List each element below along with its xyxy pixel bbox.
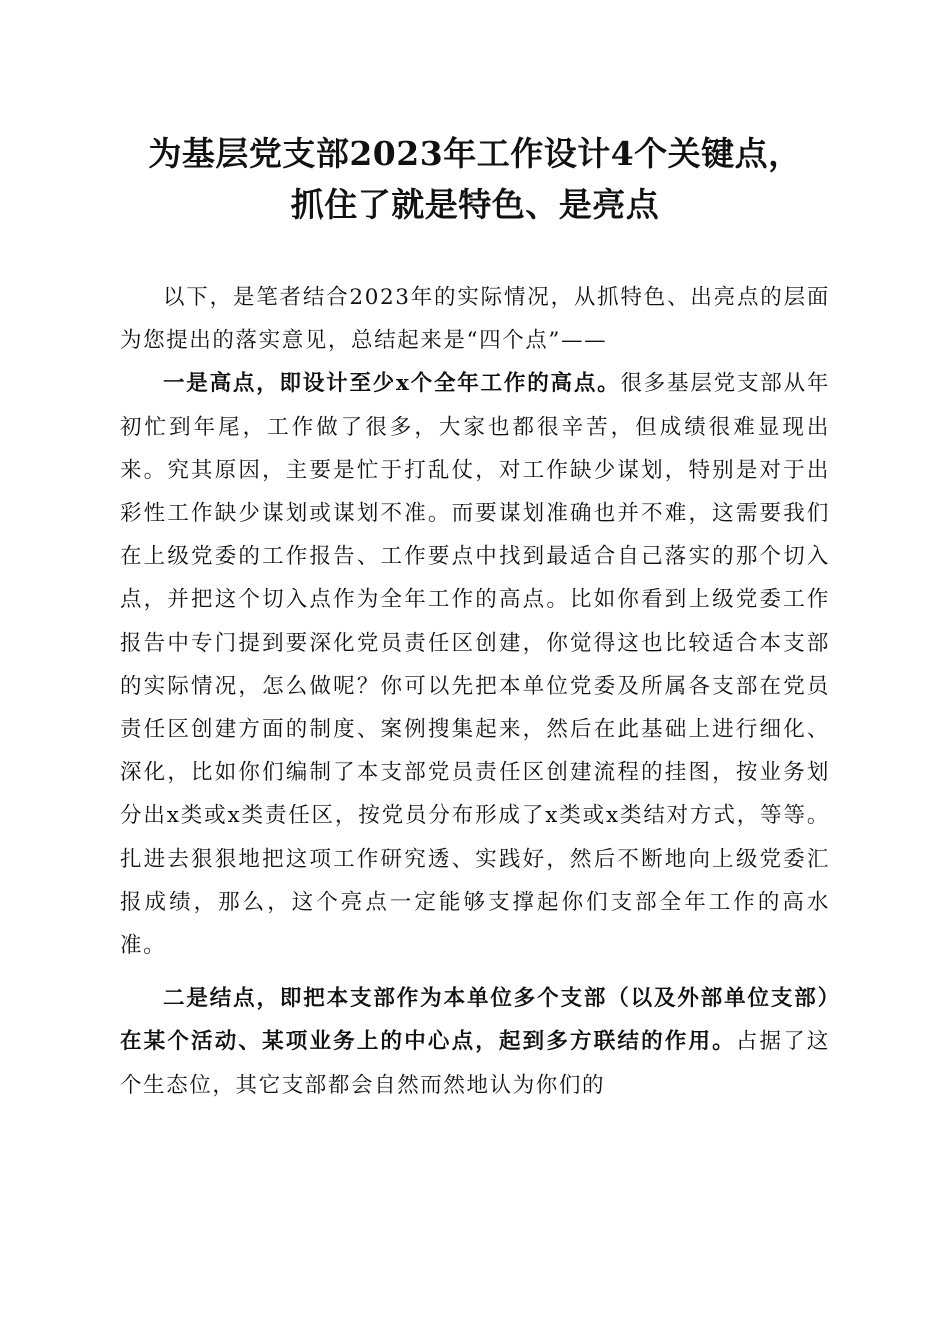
paragraph-high-point-text: 很多基层党支部从年初忙到年尾，工作做了很多，大家也都很辛苦，但成绩很难显现出来。究其原因，主要是忙于打乱仗，对工作缺少谋划，特别是对于出彩性工作缺少谋划或谋划不准。而要谋划准确也并不难，这需要我们在上级党委的工作报告、工作要点中找到最适合自己落实的那个切入点，并把这个切入点作为全年工作的高点。比如你看到上级党委工作报告中专门提到要深化党员责任区创建，你觉得这也比较适合本支部的实际情况，怎么做呢？你可以先把本单位党委及所属各支部在党员责任区创建方面的制度、案例搜集起来，然后在此基础上进行细化、深化，比如你们编制了本支部党员责任区创建流程的挂图，按业务划分出x类或x类责任区，按党员分布形成了x类或x类结对方式，等等。扎进去狠狠地把这项工作研究透、实践好，然后不断地向上级党委汇报成绩，那么，这个亮点一定能够支撑起你们支部全年工作的高水准。 [120,371,831,959]
paragraph-node-point-text: 占据了这个生态位，其它支部都会自然而然地认为你们的 [120,1029,831,1098]
paragraph-intro [120,276,830,362]
paragraph-high-point [120,362,830,967]
paragraph-high-point-lead: 一是高点，即设计至少x个全年工作的高点。 [163,371,621,397]
title-line-1: 为基层党支部2023年工作设计4个关键点， [148,134,802,173]
paragraph-node-point [120,977,830,1107]
title-line-2: 抓住了就是特色、是亮点 [290,185,660,224]
paragraph-intro-text: 以下，是笔者结合2023年的实际情况，从抓特色、出亮点的层面为您提出的落实意见，总结起来是“四个点”—— [120,285,830,354]
document-body [120,276,830,1107]
document-title [100,128,850,230]
paragraph-node-point-lead: 二是结点，即把本支部作为本单位多个支部（以及外部单位支部）在某个活动、某项业务上的中心点，起到多方联结的作用。 [120,986,830,1055]
